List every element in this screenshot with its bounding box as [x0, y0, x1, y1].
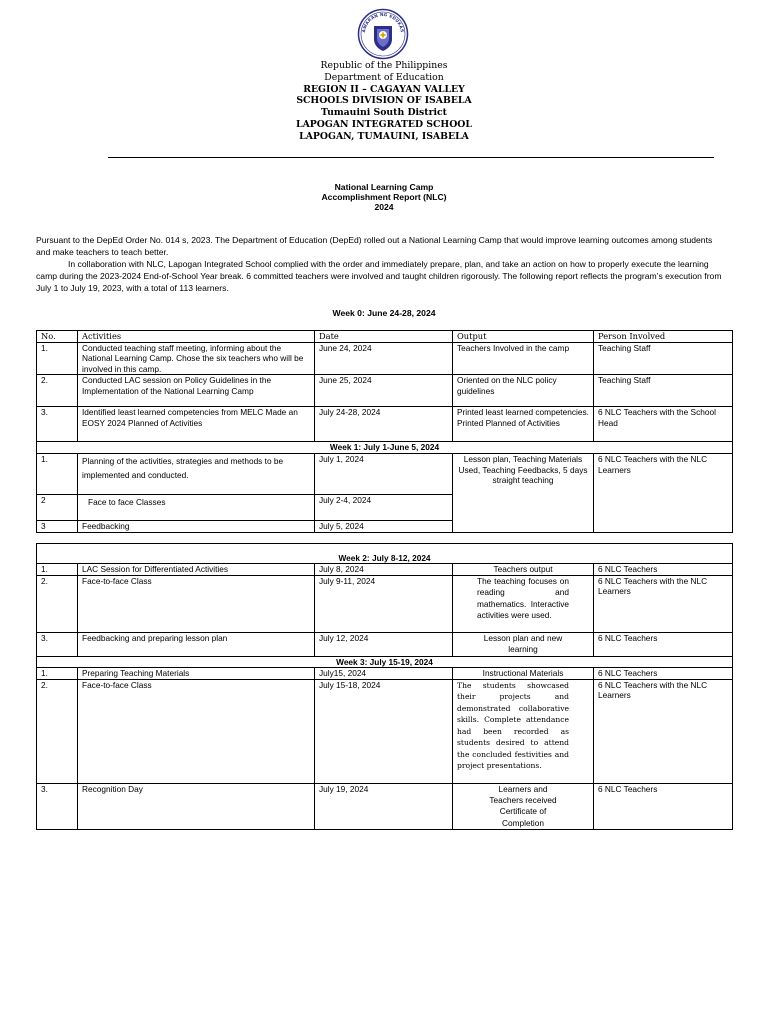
row-activity: Conducted teaching staff meeting, informing about the National Learning Camp. Chose the six teachers who will be involved in this camp. [78, 342, 315, 375]
header-address: LAPOGAN, TUMAUINI, ISABELA [299, 130, 469, 142]
row-output: Printed least learned competencies. Printed Planned of Activities [453, 407, 594, 442]
spacer-cell [37, 544, 733, 553]
row-activity: Face to face Classes [78, 494, 315, 520]
row-date: July 15-18, 2024 [315, 679, 453, 783]
row-no: 3. [37, 783, 78, 829]
row-activity: LAC Session for Differentiated Activities [78, 564, 315, 576]
row-output: Learners and Teachers received Certificate of Completion [453, 783, 594, 829]
row-activity: Identified least learned competencies from MELC Made an EOSY 2024 Planned of Activities [78, 407, 315, 442]
row-activity: Recognition Day [78, 783, 315, 829]
row-date: July15, 2024 [315, 668, 453, 680]
header-region: REGION II – CAGAYAN VALLEY [303, 83, 465, 95]
header-activities: Activities [78, 331, 315, 343]
deped-seal-icon [357, 8, 409, 60]
row-output: Teachers output [453, 564, 594, 576]
row-no: 2. [37, 375, 78, 407]
table-spacer-row [37, 544, 733, 553]
table-row [37, 783, 733, 829]
row-output: The students showcased their projects and demonstrated collaborative skills. Complete attendance had been recorded as students desired to attend the concluded festivities and project presentations. [453, 679, 594, 783]
row-person: 6 NLC Teachers with the School Head [594, 407, 733, 442]
table-row [37, 375, 733, 407]
header-republic: Republic of the Philippines [320, 60, 448, 71]
row-no: 2 [37, 494, 78, 520]
row-person: 6 NLC Teachers [594, 668, 733, 680]
row-date: July 5, 2024 [315, 520, 453, 532]
header-person: Person Involved [594, 331, 733, 343]
intro-paragraph: Pursuant to the DepEd Order No. 014 s, 2023. The Department of Education (DepEd) rolled out a National Learning Camp that would improve learning outcomes among students and make teachers to teach better. [36, 235, 713, 258]
row-no: 1. [37, 453, 78, 494]
week3-title: Week 3: July 15-19, 2024 [37, 656, 733, 668]
table-row [37, 679, 733, 783]
row-date: July 19, 2024 [315, 783, 453, 829]
table-row [37, 453, 733, 494]
row-output: Oriented on the NLC policy guidelines [453, 375, 594, 407]
row-date: July 9-11, 2024 [315, 575, 453, 632]
row-date: June 25, 2024 [315, 375, 453, 407]
row-date: June 24, 2024 [315, 342, 453, 375]
week-title-row [37, 553, 733, 564]
table-row [37, 632, 733, 656]
row-no: 1. [37, 342, 78, 375]
report-title-year: 2024 [374, 202, 394, 213]
week1-title: Week 1: July 1-June 5, 2024 [37, 442, 733, 454]
accomplishment-table-1 [36, 330, 733, 533]
table-header-row [37, 331, 733, 343]
row-person: 6 NLC Teachers with the NLC Learners [594, 453, 733, 532]
row-activity: Face-to-face Class [78, 575, 315, 632]
week1-output: Lesson plan, Teaching Materials Used, Teaching Feedbacks, 5 days straight teaching [453, 453, 594, 532]
header-school: LAPOGAN INTEGRATED SCHOOL [296, 118, 472, 130]
row-date: July 1, 2024 [315, 453, 453, 494]
table-row [37, 342, 733, 375]
report-title-line-1: National Learning Camp [334, 182, 434, 192]
row-date: July 8, 2024 [315, 564, 453, 576]
header-division: SCHOOLS DIVISION OF ISABELA [296, 95, 472, 107]
report-title [0, 182, 768, 213]
row-activity: Feedbacking and preparing lesson plan [78, 632, 315, 656]
week0-title: Week 0: June 24-28, 2024 [332, 308, 436, 318]
header-no: No. [37, 331, 78, 343]
row-person: 6 NLC Teachers [594, 632, 733, 656]
svg-text:KAGAWARAN NG EDUKASYON: AWARAN NG EDUKAS [361, 11, 405, 33]
row-date: July 12, 2024 [315, 632, 453, 656]
header-date: Date [315, 331, 453, 343]
week2-title: Week 2: July 8-12, 2024 [37, 553, 733, 564]
row-output: Teachers Involved in the camp [453, 342, 594, 375]
row-date: July 24-28, 2024 [315, 407, 453, 442]
header-output: Output [453, 331, 594, 343]
row-no: 1. [37, 564, 78, 576]
row-output: The teaching focuses on reading and mathematics. Interactive activities were used. [453, 575, 594, 632]
table-row [37, 668, 733, 680]
row-no: 2. [37, 575, 78, 632]
row-activity: Feedbacking [78, 520, 315, 532]
week-title-row [37, 442, 733, 454]
report-title-line-2: Accomplishment Report (NLC) [321, 192, 447, 203]
row-person: Teaching Staff [594, 342, 733, 375]
week-title-row [37, 656, 733, 668]
row-no: 3 [37, 520, 78, 532]
accomplishment-table-2 [36, 543, 733, 830]
row-no: 3. [37, 407, 78, 442]
row-output: Lesson plan and new learning [453, 632, 594, 656]
row-activity: Face-to-face Class [78, 679, 315, 783]
row-no: 3. [37, 632, 78, 656]
row-person: 6 NLC Teachers [594, 564, 733, 576]
row-person: 6 NLC Teachers with the NLC Learners [594, 679, 733, 783]
row-activity: Preparing Teaching Materials [78, 668, 315, 680]
row-no: 2. [37, 679, 78, 783]
row-person: Teaching Staff [594, 375, 733, 407]
header-district: Tumauini South District [321, 107, 447, 119]
row-activity: Planning of the activities, strategies and methods to be implemented and conducted. [78, 453, 315, 494]
header-department: Department of Education [324, 71, 444, 83]
collaboration-text: In collaboration with NLC, Lapogan Integrated School complied with the order and immediately prepare, plan, and take an action on how to properly execute the learning camp during the 2023-2024 End-of-School Year break. 6 committed teachers were involved and taught children rigorously. The following report reflects the program’s execution from July 1 to July 19, 2023, with a total of 113 learners. [36, 259, 722, 294]
collaboration-paragraph [36, 258, 726, 295]
letterhead [0, 60, 768, 143]
row-activity: Conducted LAC session on Policy Guidelines in the Implementation of the National Learning Camp [78, 375, 315, 407]
header-divider [108, 157, 714, 158]
table-row [37, 407, 733, 442]
row-no: 1. [37, 668, 78, 680]
row-output: Instructional Materials [453, 668, 594, 680]
table-row [37, 564, 733, 576]
table-row [37, 575, 733, 632]
row-person: 6 NLC Teachers with the NLC Learners [594, 575, 733, 632]
row-person: 6 NLC Teachers [594, 783, 733, 829]
row-date: July 2-4, 2024 [315, 494, 453, 520]
